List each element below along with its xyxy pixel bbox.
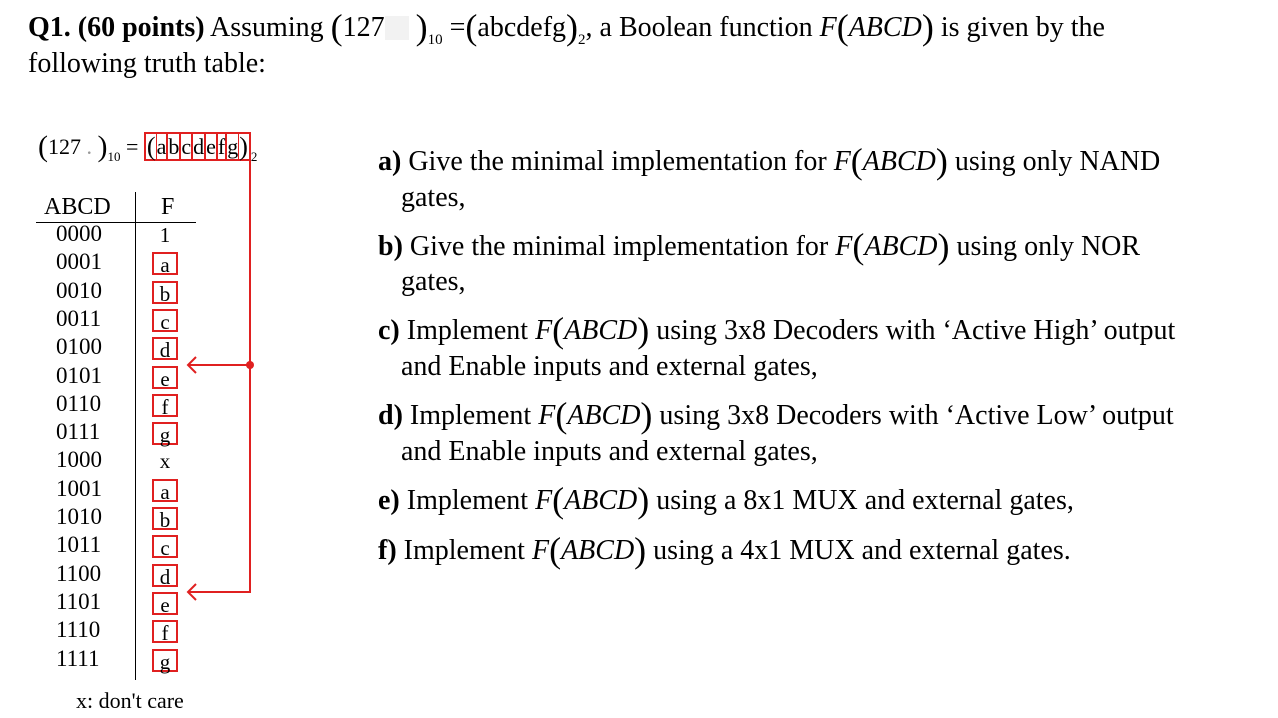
part-d-args: ABCD bbox=[567, 400, 641, 431]
part-e: e) Implement F(ABCD) using a 8x1 MUX and external gates, bbox=[378, 480, 1074, 520]
part-c-fn: F bbox=[535, 315, 553, 346]
table-formula-base10: 10 bbox=[107, 149, 121, 164]
function-args: ABCD bbox=[848, 12, 922, 43]
row-f-value: g bbox=[152, 649, 178, 672]
function-name: F bbox=[819, 12, 837, 43]
question-base2: 2 bbox=[578, 32, 586, 48]
connector-vertical bbox=[249, 152, 251, 592]
part-d-pre: Implement bbox=[409, 400, 532, 431]
part-d-cont: and Enable inputs and external gates, bbox=[401, 436, 818, 467]
bit-b: b bbox=[168, 134, 180, 159]
part-a-label: a) bbox=[378, 146, 402, 177]
row-f-value: d bbox=[152, 564, 178, 587]
row-abcd-value: 1000 bbox=[56, 447, 102, 473]
row-f-value: g bbox=[152, 422, 178, 445]
bit-e: e bbox=[206, 134, 216, 159]
part-c-post: using 3x8 Decoders with ‘Active High’ output bbox=[656, 315, 1176, 346]
part-c-pre: Implement bbox=[406, 315, 529, 346]
row-abcd-value: 0000 bbox=[56, 221, 102, 246]
header-f: F bbox=[161, 194, 175, 220]
part-f-fn: F bbox=[531, 535, 550, 566]
table-formula: (127 . )$_{10}$ = (abcdefg) $_2$ bbox=[38, 130, 258, 164]
row-abcd-value: 1011 bbox=[56, 532, 102, 558]
part-b-args: ABCD bbox=[864, 231, 938, 262]
part-e-fn: F bbox=[535, 485, 553, 516]
row-f-value: a bbox=[152, 252, 178, 275]
part-b-label: b) bbox=[378, 231, 403, 262]
arrow-head-icon bbox=[180, 355, 200, 375]
row-abcd-value: 1101 bbox=[56, 588, 102, 614]
table-formula-num: 127 bbox=[48, 134, 81, 159]
header-abcd: ABCD bbox=[44, 194, 111, 220]
part-c-cont: and Enable inputs and external gates, bbox=[401, 351, 818, 382]
equals-sign: = bbox=[449, 12, 466, 43]
row-abcd-value: 0010 bbox=[56, 277, 102, 303]
part-f-args: ABCD bbox=[561, 535, 635, 566]
question-line2: following truth table: bbox=[28, 48, 266, 79]
part-b-fn: F bbox=[835, 231, 853, 262]
part-d-label: d) bbox=[378, 400, 403, 431]
table-formula-base2: 2 bbox=[250, 149, 258, 164]
row-abcd-value: 0101 bbox=[56, 362, 102, 388]
row-abcd-value: 0001 bbox=[56, 249, 102, 275]
part-f-post: using a 4x1 MUX and external gates. bbox=[653, 535, 1071, 566]
bit-f: f bbox=[217, 134, 226, 159]
part-d: d) Implement F(ABCD) using 3x8 Decoders with ‘Active Low’ output bbox=[378, 395, 1174, 435]
part-e-label: e) bbox=[378, 485, 400, 516]
part-a-cont: gates, bbox=[401, 182, 466, 213]
row-abcd-value: 0100 bbox=[56, 334, 102, 360]
part-d-fn: F bbox=[538, 400, 556, 431]
question-header: Q1. (60 points) Assuming (127 )$_{10}$ $=(abcdefg)_2$, a Boolean function F(ABCD) is given by the bbox=[28, 7, 1105, 48]
row-f-value: c bbox=[152, 535, 178, 558]
row-f-value: f bbox=[152, 394, 178, 417]
row-abcd-value: 0111 bbox=[56, 419, 101, 445]
bit-a: a bbox=[156, 134, 167, 159]
part-e-pre: Implement bbox=[406, 485, 529, 516]
row-abcd-value: 0011 bbox=[56, 305, 102, 331]
row-f-value: f bbox=[152, 620, 178, 643]
row-f-value: b bbox=[152, 507, 178, 530]
row-f-value: e bbox=[152, 366, 178, 389]
part-c-args: ABCD bbox=[564, 315, 638, 346]
bits-redbox: (abcdefg) bbox=[144, 132, 251, 161]
bit-c: c bbox=[181, 134, 192, 159]
connector-dot bbox=[246, 361, 254, 369]
question-bits: abcdefg bbox=[477, 12, 567, 43]
column-divider bbox=[135, 192, 136, 680]
row-f-value: d bbox=[152, 337, 178, 360]
row-f-value: e bbox=[152, 592, 178, 615]
part-c: c) Implement F(ABCD) using 3x8 Decoders with ‘Active High’ output bbox=[378, 310, 1176, 350]
table-formula-equals: = bbox=[126, 134, 139, 159]
question-pre: Assuming bbox=[210, 12, 324, 43]
row-abcd-value: 1111 bbox=[56, 645, 100, 671]
row-f-value: a bbox=[152, 479, 178, 502]
part-e-post: using a 8x1 MUX and external gates, bbox=[656, 485, 1074, 516]
question-points: (60 points) bbox=[77, 12, 205, 43]
row-abcd-value: 1010 bbox=[56, 504, 102, 529]
question-base10: 10 bbox=[427, 32, 443, 48]
part-f-label: f) bbox=[378, 535, 397, 566]
row-f-value: x bbox=[159, 449, 171, 474]
row-f-value: b bbox=[152, 281, 178, 304]
part-a-fn: F bbox=[833, 146, 851, 177]
part-e-args: ABCD bbox=[564, 485, 638, 516]
part-b-post: using only NOR bbox=[956, 231, 1141, 262]
part-f-pre: Implement bbox=[403, 535, 525, 566]
bit-g: g bbox=[227, 134, 239, 159]
part-b-pre: Give the minimal implementation for bbox=[409, 231, 829, 262]
dont-care-note: x: don't care bbox=[76, 688, 184, 713]
row-abcd-value: 1110 bbox=[56, 617, 101, 643]
part-b-cont: gates, bbox=[401, 266, 466, 297]
row-f-value: c bbox=[152, 309, 178, 332]
part-a-pre: Give the minimal implementation for bbox=[408, 146, 827, 177]
part-f: f) Implement F(ABCD) using a 4x1 MUX and external gates. bbox=[378, 530, 1071, 570]
redacted-digit bbox=[385, 16, 409, 40]
part-a: a) Give the minimal implementation for F(ABCD) using only NAND bbox=[378, 141, 1161, 181]
part-c-label: c) bbox=[378, 315, 400, 346]
row-f-value: 1 bbox=[159, 223, 171, 247]
part-a-args: ABCD bbox=[862, 146, 936, 177]
row-abcd-value: 1001 bbox=[56, 475, 102, 501]
question-post: is given by the bbox=[940, 12, 1105, 43]
question-num: 127 bbox=[342, 12, 385, 43]
row-abcd-value: 1100 bbox=[56, 560, 102, 586]
question-label: Q1. bbox=[28, 12, 71, 43]
question-mid: , a Boolean function bbox=[585, 12, 813, 43]
bit-d: d bbox=[193, 134, 205, 159]
part-d-post: using 3x8 Decoders with ‘Active Low’ output bbox=[659, 400, 1174, 431]
part-a-post: using only NAND bbox=[954, 146, 1161, 177]
arrow-head-icon bbox=[180, 582, 200, 602]
row-abcd-value: 0110 bbox=[56, 390, 102, 416]
part-b: b) Give the minimal implementation for F(ABCD) using only NOR bbox=[378, 226, 1141, 266]
